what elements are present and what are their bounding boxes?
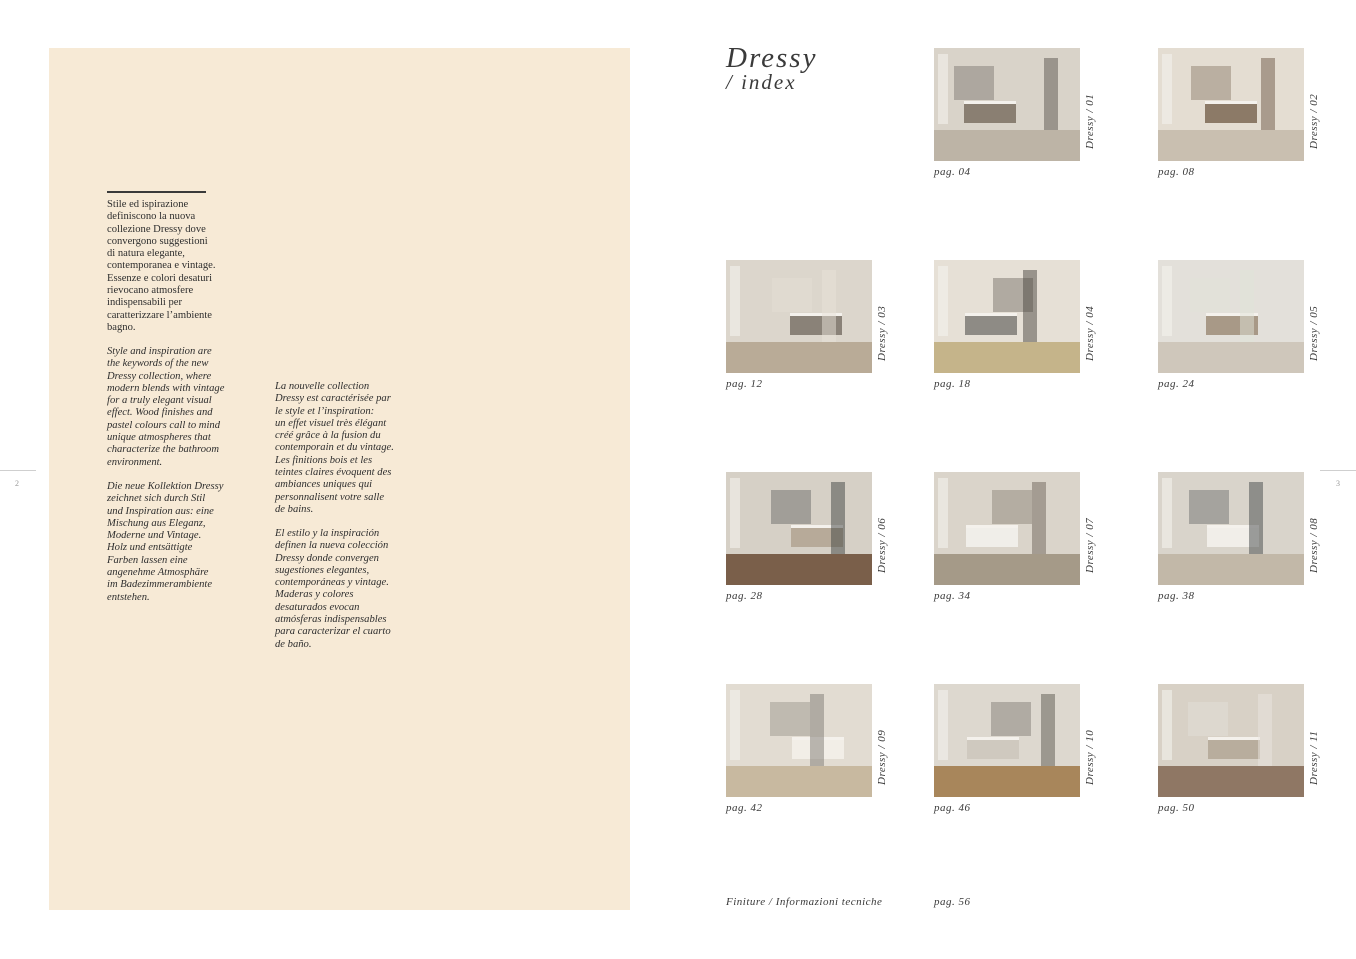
bathroom-photo bbox=[726, 472, 872, 585]
thumbnail-page-ref[interactable]: pag. 50 bbox=[1158, 802, 1195, 814]
thumbnail-label bbox=[1308, 472, 1322, 585]
thumbnail-page-ref[interactable]: pag. 34 bbox=[934, 590, 971, 602]
thumbnail-dressy-03[interactable] bbox=[726, 260, 872, 373]
thumbnail-dressy-10[interactable] bbox=[934, 684, 1080, 797]
thumbnail-label bbox=[876, 472, 890, 585]
thumbnail-dressy-06[interactable] bbox=[726, 472, 872, 585]
thumbnail-label bbox=[1084, 472, 1098, 585]
thumbnail-dressy-01[interactable] bbox=[934, 48, 1080, 161]
bathroom-photo bbox=[726, 260, 872, 373]
thumbnail-dressy-04[interactable] bbox=[934, 260, 1080, 373]
thumbnail-page-ref[interactable]: pag. 46 bbox=[934, 802, 971, 814]
right-page-marker-line bbox=[1320, 470, 1356, 471]
thumbnail-label-text: Dressy / 02 bbox=[1308, 93, 1320, 149]
thumbnail-dressy-09[interactable] bbox=[726, 684, 872, 797]
index-title: Dressy bbox=[726, 42, 818, 74]
thumbnail-label bbox=[1084, 48, 1098, 161]
thumbnail-label bbox=[1308, 684, 1322, 797]
left-page-marker-line bbox=[0, 470, 36, 471]
thumbnail-label-text: Dressy / 05 bbox=[1308, 305, 1320, 361]
intro-text-italian: Stile ed ispirazione definiscono la nuova collezione Dressy dove convergono suggestioni di natura elegante, contemporanea e vintage. Essenze e colori desaturi rievocano atmosfere indispensabili per caratterizzare l’ambiente bagno. bbox=[107, 199, 216, 333]
thumbnail-label-text: Dressy / 06 bbox=[876, 517, 888, 573]
bathroom-photo bbox=[1158, 472, 1304, 585]
thumbnail-dressy-08[interactable] bbox=[1158, 472, 1304, 585]
index-subtitle: / index bbox=[726, 70, 797, 94]
thumbnail-label-text: Dressy / 01 bbox=[1084, 93, 1096, 149]
thumbnail-page-ref[interactable]: pag. 24 bbox=[1158, 378, 1195, 390]
thumbnail-label-text: Dressy / 03 bbox=[876, 305, 888, 361]
bathroom-photo bbox=[726, 684, 872, 797]
thumbnail-label-text: Dressy / 07 bbox=[1084, 517, 1096, 573]
thumbnail-dressy-07[interactable] bbox=[934, 472, 1080, 585]
thumbnail-label-text: Dressy / 04 bbox=[1084, 305, 1096, 361]
right-page-number: 3 bbox=[1336, 479, 1340, 488]
thumbnail-label bbox=[1308, 260, 1322, 373]
thumbnail-page-ref[interactable]: pag. 04 bbox=[934, 166, 971, 178]
thumbnail-label-text: Dressy / 10 bbox=[1084, 729, 1096, 785]
thumbnail-label-text: Dressy / 08 bbox=[1308, 517, 1320, 573]
bathroom-photo bbox=[934, 472, 1080, 585]
thumbnail-page-ref[interactable]: pag. 08 bbox=[1158, 166, 1195, 178]
left-page-number: 2 bbox=[15, 479, 19, 488]
intro-text-french: La nouvelle collection Dressy est caractérisée par le style et l’inspiration: un effet visuel très élégant créé grâce à la fusion du contemporain et du vintage. Les finitions bois et les teintes claires évoquent des ambiances uniques qui personnalisent votre salle de bains. bbox=[275, 381, 394, 515]
thumbnail-dressy-11[interactable] bbox=[1158, 684, 1304, 797]
thumbnail-label-text: Dressy / 11 bbox=[1308, 730, 1320, 785]
intro-text-german: Die neue Kollektion Dressy zeichnet sich durch Stil und Inspiration aus: eine Mischung aus Eleganz, Moderne und Vintage. Holz und entsättigte Farben lassen eine angenehme Atmosphäre im Badezimmerambiente entstehen. bbox=[107, 481, 224, 603]
footer-page[interactable]: pag. 56 bbox=[934, 896, 971, 908]
intro-text-spanish: El estilo y la inspiración definen la nueva colección Dressy donde convergen sugestiones elegantes, contemporáneas y vintage. Maderas y colores desaturados evocan atmósferas indispensables para caracterizar el cuarto de baño. bbox=[275, 528, 391, 650]
bathroom-photo bbox=[1158, 260, 1304, 373]
bathroom-photo bbox=[1158, 684, 1304, 797]
thumbnail-page-ref[interactable]: pag. 38 bbox=[1158, 590, 1195, 602]
intro-text-english: Style and inspiration are the keywords of the new Dressy collection, where modern blends with vintage for a truly elegant visual effect. Wood finishes and pastel colours call to mind unique atmospheres that characterize the bathroom environment. bbox=[107, 346, 225, 468]
footer-label[interactable]: Finiture / Informazioni tecniche bbox=[726, 896, 883, 908]
thumbnail-page-ref[interactable]: pag. 28 bbox=[726, 590, 763, 602]
thumbnail-dressy-02[interactable] bbox=[1158, 48, 1304, 161]
thumbnail-dressy-05[interactable] bbox=[1158, 260, 1304, 373]
thumbnail-page-ref[interactable]: pag. 42 bbox=[726, 802, 763, 814]
bathroom-photo bbox=[934, 684, 1080, 797]
bathroom-photo bbox=[1158, 48, 1304, 161]
bathroom-photo bbox=[934, 260, 1080, 373]
thumbnail-label bbox=[1084, 684, 1098, 797]
thumbnail-label bbox=[876, 684, 890, 797]
thumbnail-label bbox=[1084, 260, 1098, 373]
thumbnail-label-text: Dressy / 09 bbox=[876, 729, 888, 785]
bathroom-photo bbox=[934, 48, 1080, 161]
intro-divider bbox=[107, 191, 206, 193]
thumbnail-page-ref[interactable]: pag. 18 bbox=[934, 378, 971, 390]
thumbnail-label bbox=[1308, 48, 1322, 161]
thumbnail-label bbox=[876, 260, 890, 373]
thumbnail-page-ref[interactable]: pag. 12 bbox=[726, 378, 763, 390]
